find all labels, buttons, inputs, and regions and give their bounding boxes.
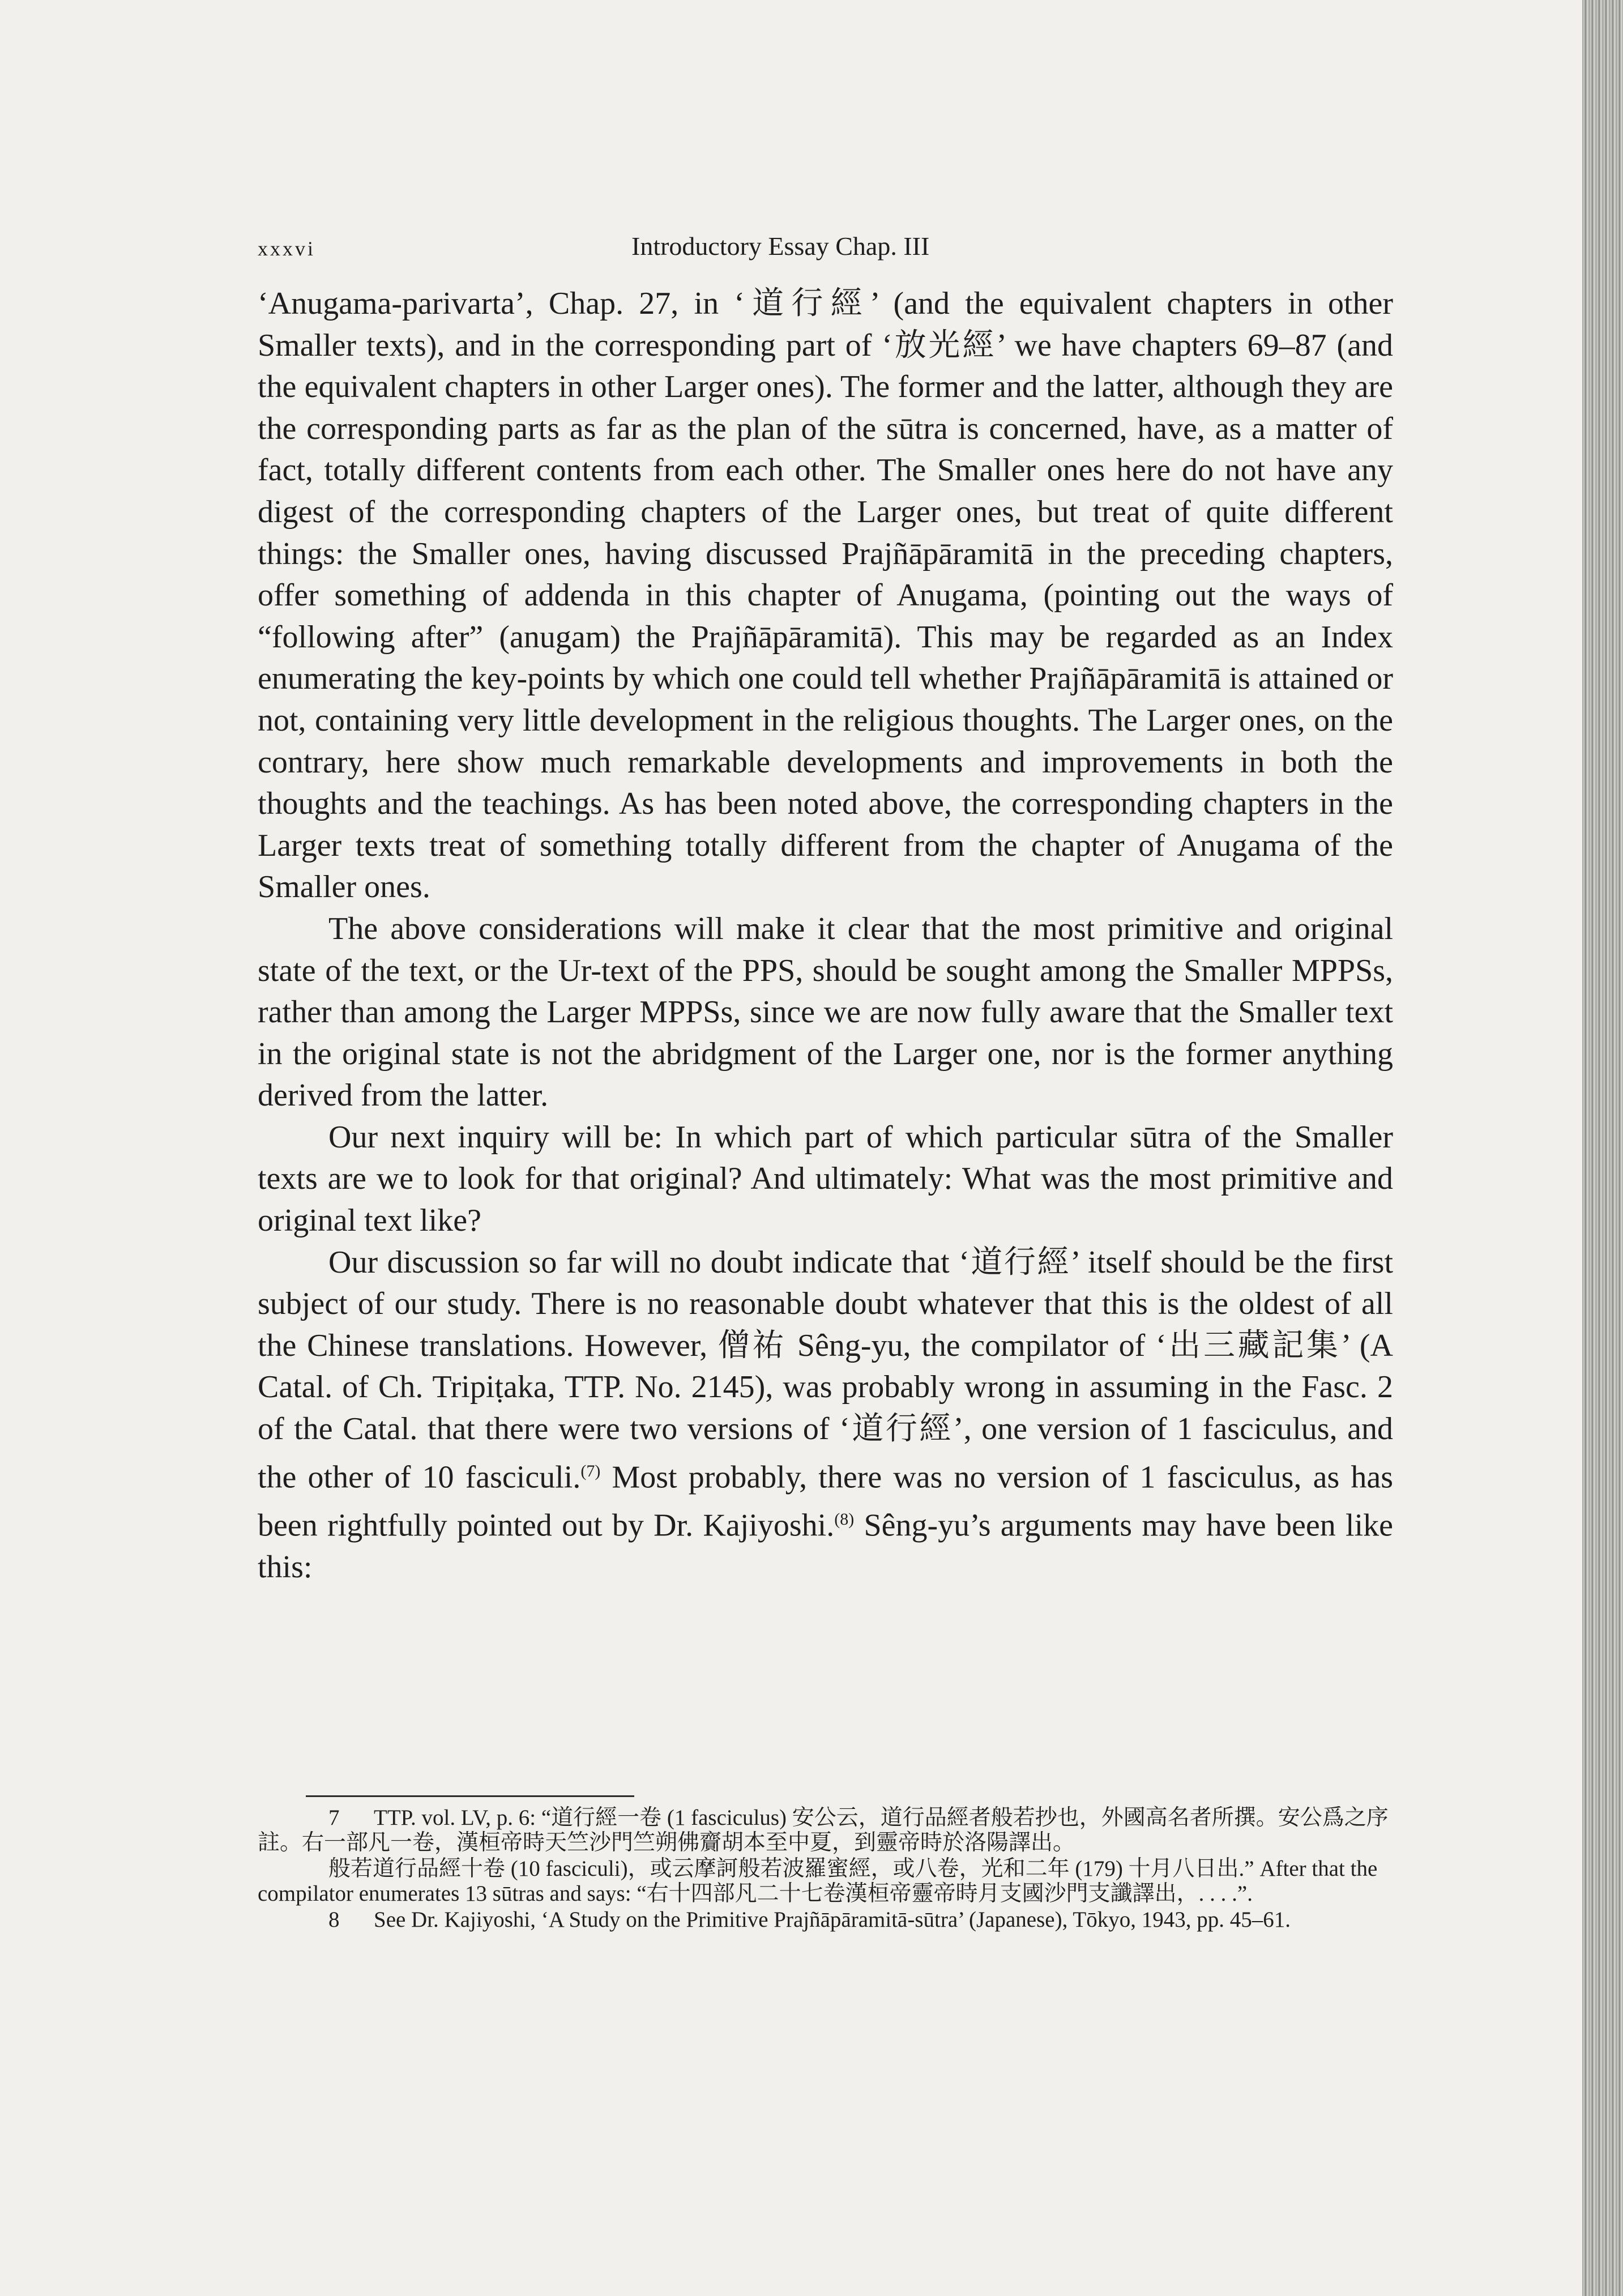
footnote-7 <box>258 1806 1393 1855</box>
paragraph-4-part-1: Our discussion so far will no doubt indicate that ‘道行經’ itself should be the first subject of our study. There is no reasonable doubt whatever that this is the oldest of all the Chinese translations. However, 僧祐 Sêng-yu, the compilator of ‘出三藏記集’ (A Catal. of Ch. Tripiṭaka, TTP. No. 2145), was probably wrong in assuming in the Fasc. 2 of the Catal. that there were two versions of ‘道行經’, one version of 1 fasciculus, and the other of 10 fasciculi. <box>258 1244 1394 1495</box>
footnote-text: See Dr. Kajiyoshi, ‘A Study on the Primitive Prajñāpāramitā-sūtra’ (Japanese), Tōkyo, 1943, pp. 45–61. <box>374 1907 1291 1932</box>
paragraph-2: The above considerations will make it clear that the most primitive and original state of the text, or the Ur-text of the PPS, should be sought among the Smaller MPPSs, rather than among the Larger MPPSs, since we are now fully aware that the Smaller text in the original state is not the abridgment of the Larger one, nor is the former anything derived from the latter. <box>258 911 1393 1113</box>
paragraph-3: Our next inquiry will be: In which part of which particular sūtra of the Smaller texts are we to look for that original? And ultimately: What was the most primitive and original text like? <box>258 1119 1393 1239</box>
footnote-number: 7 <box>328 1806 340 1830</box>
paragraph-4 <box>258 1242 1393 1589</box>
footnote-ref-8: (8) <box>834 1509 855 1529</box>
footnote-8 <box>258 1907 1393 1932</box>
page-header <box>258 231 1390 265</box>
footnote-number: 8 <box>328 1907 340 1932</box>
body-text <box>258 283 1393 1589</box>
footnote-text: TTP. vol. LV, p. 6: “道行經一卷 (1 fasciculus) 安公云，道行品經者般若抄也，外國高名者所撰。安公爲之序註。右一部凡一卷，漢桓帝時天竺沙門竺朔佛齎胡本至中夏，到靈帝時於洛陽譯出。 <box>258 1806 1389 1855</box>
footnote-ref-7: (7) <box>580 1461 601 1480</box>
footnotes <box>258 1806 1393 1934</box>
paragraph-4-part-3: Sêng-yu’s arguments may have been like this: <box>258 1508 1393 1585</box>
footnote-7-continued <box>258 1857 1393 1906</box>
footnote-divider <box>306 1795 634 1797</box>
paragraph-1: ‘Anugama-parivarta’, Chap. 27, in ‘道行經’ (and the equivalent chapters in other Smaller texts), and in the corresponding part of ‘放光經’ we have chapters 69–87 (and the equivalent chapters in other Larger ones). The former and the latter, although they are the corresponding parts as far as the plan of the sūtra is concerned, have, as a matter of fact, totally different contents from each other. The Smaller ones here do not have any digest of the corresponding chapters of the Larger ones, but treat of quite different things: the Smaller ones, having discussed Prajñāpāramitā in the preceding chapters, offer something of addenda in this chapter of Anugama, (pointing out the ways of “following after” (anugam) the Prajñāpāramitā). This may be regarded as an Index enumerating the key-points by which one could tell whether Prajñāpāramitā is attained or not, containing very little development in the religious thoughts. The Larger ones, on the contrary, here show much remarkable developments and improvements in both the thoughts and the teachings. As has been noted above, the corresponding chapters in the Larger texts treat of something totally different from the chapter of Anugama of the Smaller ones. <box>258 286 1393 905</box>
page-edge-shadow <box>1582 0 1623 2296</box>
running-title: Introductory Essay Chap. III <box>631 232 930 261</box>
page-number: xxxvi <box>258 237 316 260</box>
footnote-text: 般若道行品經十卷 (10 fasciculi)，或云摩訶般若波羅蜜經，或八卷，光和二年 (179) 十月八日出.” After that the compilator enumerates 13 sūtras and says: “右十四部凡二十七卷漢桓帝靈帝時月支國沙門支讖譯出，. . . .”. <box>258 1857 1378 1906</box>
paragraph-4-part-2: Most probably, there was no version of 1 fasciculus, as has been rightfully pointed out by Dr. Kajiyoshi. <box>258 1459 1394 1543</box>
